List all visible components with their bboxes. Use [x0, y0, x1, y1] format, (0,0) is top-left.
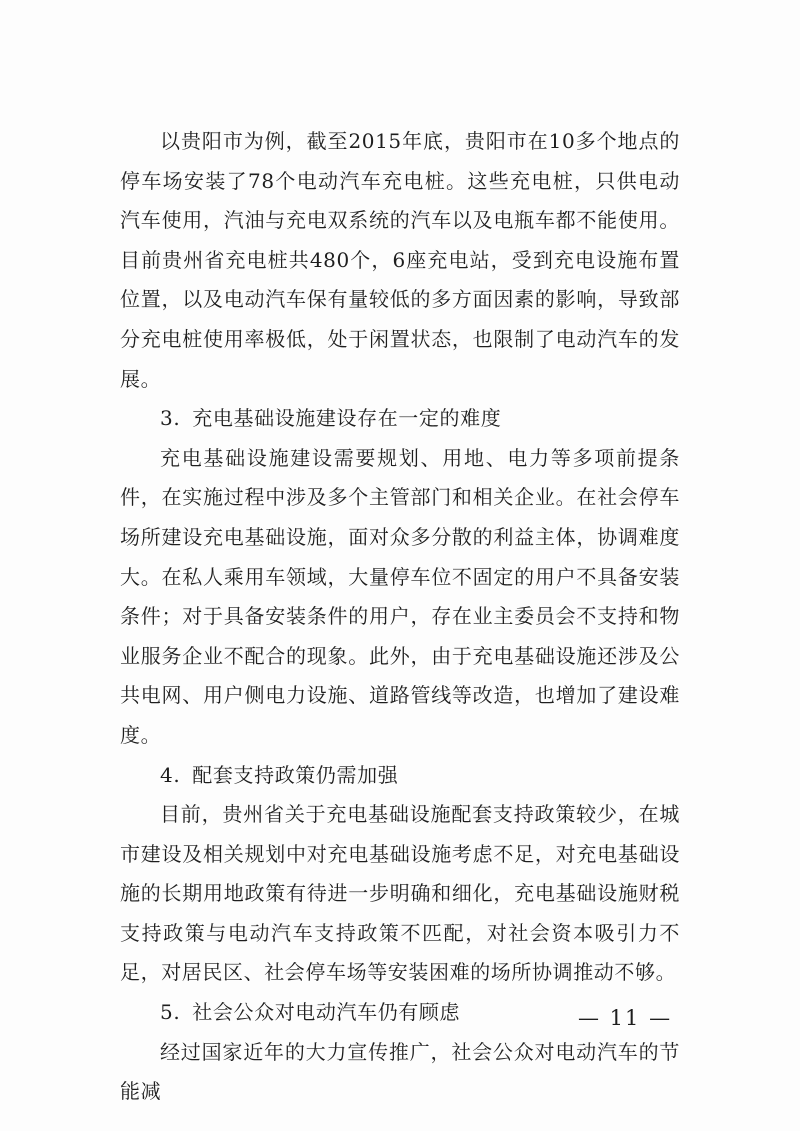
paragraph-construction-difficulty: 充电基础设施建设需要规划、用地、电力等多项前提条件，在实施过程中涉及多个主管部门和相关企业。在社会停车场所建设充电基础设施，面对众多分散的利益主体，协调难度大。在私人乘用车领域，大量停车位不固定的用户不具备安装条件；对于具备安装条件的用户，存在业主委员会不支持和物业服务企业不配合的现象。此外，由于充电基础设施还涉及公共电网、用户侧电力设施、道路管线等改造，也增加了建设难度。 [120, 445, 680, 747]
section-title: 配套支持政策仍需加强 [192, 762, 399, 787]
page-number: — 11 — [578, 1006, 673, 1030]
section-heading-3 [120, 399, 680, 439]
section-number: 4. [160, 762, 181, 787]
section-number: 5. [160, 1000, 181, 1025]
paragraph-guiyang-example: 以贵阳市为例，截至2015年底，贵阳市在10多个地点的停车场安装了78个电动汽车充电桩。这些充电桩，只供电动汽车使用，汽油与充电双系统的汽车以及电瓶车都不能使用。目前贵州省充电桩共480个，6座充电站，受到充电设施布置位置，以及电动汽车保有量较低的多方面因素的影响，导致部分充电桩使用率极低，处于闲置状态，也限制了电动汽车的发展。 [120, 129, 680, 391]
section-title: 充电基础设施建设存在一定的难度 [192, 406, 502, 431]
section-title: 社会公众对电动汽车仍有顾虑 [192, 1000, 461, 1025]
section-heading-4 [120, 756, 680, 796]
paragraph-public-concerns: 经过国家近年的大力宣传推广，社会公众对电动汽车的节能减 [120, 1039, 680, 1104]
paragraph-policy-support: 目前，贵州省关于充电基础设施配套支持政策较少，在城市建设及相关规划中对充电基础设施考虑不足，对充电基础设施的长期用地政策有待进一步明确和细化，充电基础设施财税支持政策与电动汽车支持政策不匹配，对社会资本吸引力不足，对居民区、社会停车场等安装困难的场所协调推动不够。 [120, 802, 680, 985]
section-number: 3. [160, 406, 181, 431]
document-body [120, 122, 680, 1112]
